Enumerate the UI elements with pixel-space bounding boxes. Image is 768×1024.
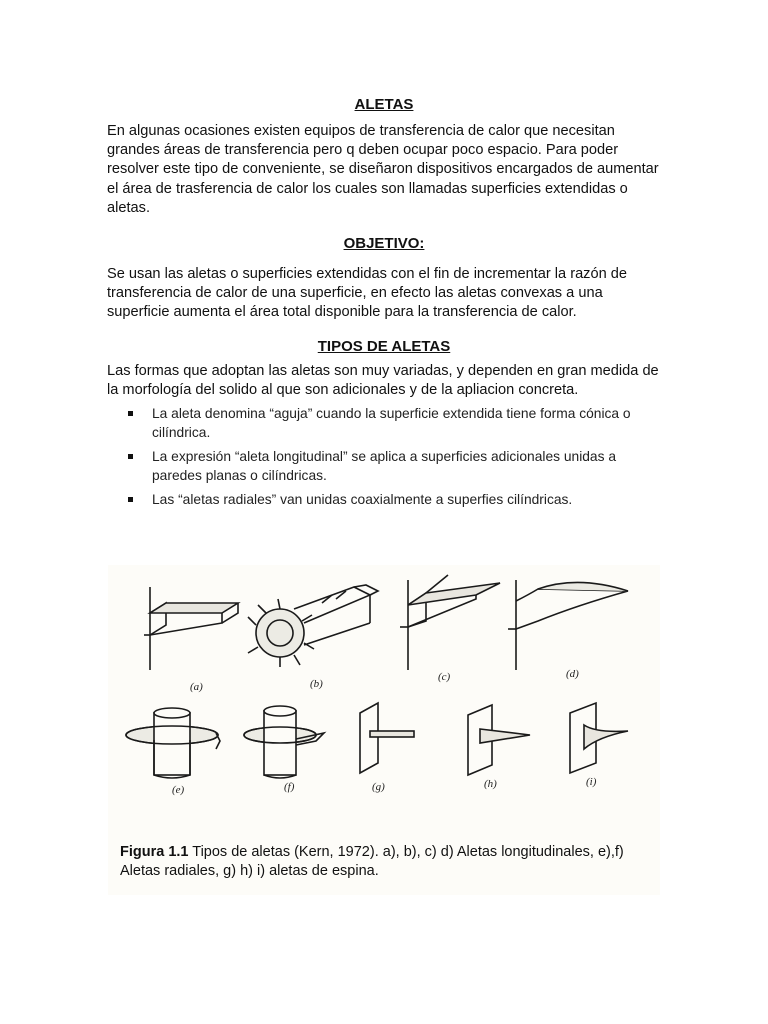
figure-label-e: (e) [172,784,185,796]
figure-label-g: (g) [372,781,385,793]
figure-label-b: (b) [310,678,323,690]
fin-drawing-h [468,705,530,775]
title: ALETAS [354,96,414,113]
fin-types-figure [108,565,660,895]
objective-paragraph: Se usan las aletas o superficies extendidas con el fin de incrementar la razón de transferencia de calor de una superficie, en efecto las aletas convexas a una superficie aumenta el área total disponible para la transferencia de calor. [107,266,628,321]
fin-drawing-g [360,703,414,773]
types-intro-paragraph: Las formas que adoptan las aletas son muy variadas, y dependen en gran medida de la morfología del solido al que son adicionales y de la apliacion concreta. [107,363,659,399]
figure-caption-number: Figura 1.1 [120,844,189,860]
fin-types-list [128,405,668,516]
bullet-square-icon [128,411,133,416]
fin-types-illustration [108,565,660,835]
bullet-square-icon [128,454,133,459]
list-item [128,405,668,442]
figure-label-f: (f) [284,781,295,793]
fin-drawing-a [144,587,238,670]
figure-caption [120,843,660,881]
fin-drawing-c [400,575,500,670]
intro-paragraph: En algunas ocasiones existen equipos de transferencia de calor que necesitan grandes áreas de transferencia pero q deben ocupar poco espacio. Para poder resolver este tipo de conveniente, se diseñaron dispositivos encargados de aumentar el área de trasferencia de calor los cuales son llamadas superficies extendidas o aletas. [107,123,659,216]
figure-label-h: (h) [484,778,497,790]
figure-label-c: (c) [438,671,451,683]
types-heading: TIPOS DE ALETAS [317,338,451,355]
fin-drawing-b [248,585,378,667]
list-item-text: La expresión “aleta longitudinal” se aplica a superficies adicionales unidas a paredes planas o cilíndricas. [152,449,617,483]
fin-drawing-i [570,703,628,773]
list-item-text: La aleta denomina “aguja” cuando la superficie extendida tiene forma cónica o cilíndrica. [152,406,631,440]
figure-label-i: (i) [586,776,597,788]
figure-label-d: (d) [566,668,579,680]
figure-label-a: (a) [190,681,203,693]
fin-drawing-f [244,706,324,778]
figure-caption-text: Tipos de aletas (Kern, 1972). a), b), c) d) Aletas longitudinales, e),f) Aletas radiales, g) h) i) aletas de espina. [120,844,624,879]
list-item-text: Las “aletas radiales” van unidas coaxialmente a superfies cilíndricas. [152,492,573,507]
fin-drawing-e [126,708,220,778]
list-item [128,448,668,485]
objective-heading: OBJETIVO: [343,235,425,252]
bullet-square-icon [128,497,133,502]
fin-drawing-d [508,580,628,670]
list-item [128,491,668,510]
